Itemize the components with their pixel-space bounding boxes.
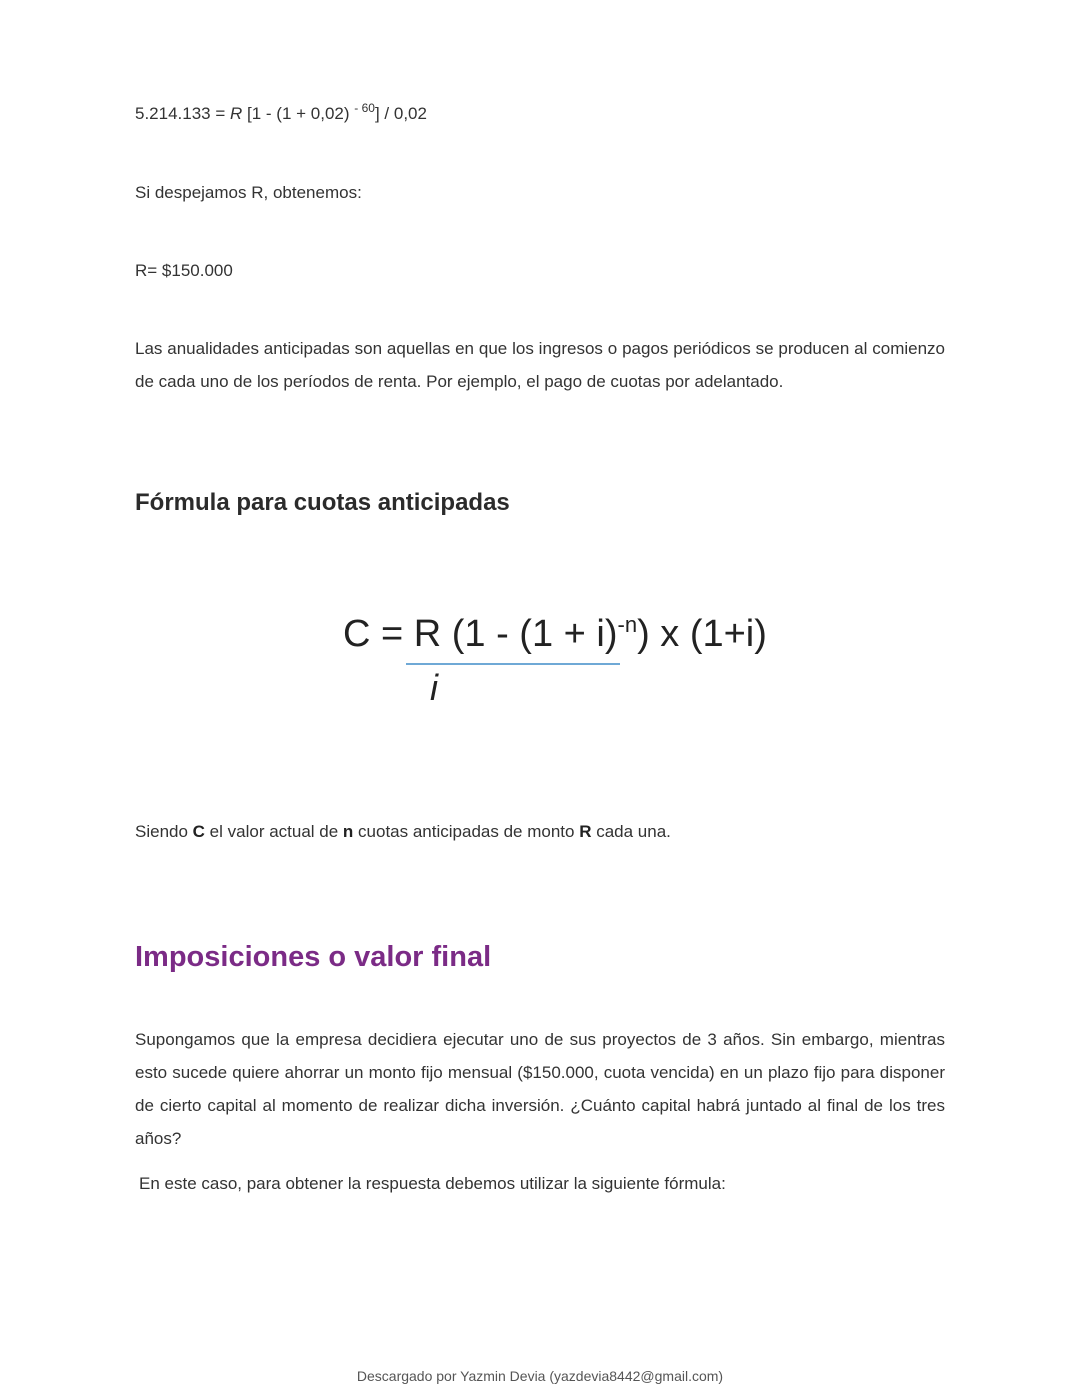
siendo-p1: Siendo bbox=[135, 822, 193, 841]
formula-denominator: i bbox=[430, 667, 438, 708]
heading-imposiciones: Imposiciones o valor final bbox=[135, 941, 492, 973]
formula-exponent: -n bbox=[617, 612, 638, 637]
result-line: R= $150.000 bbox=[135, 261, 233, 280]
siendo-r: R bbox=[579, 822, 592, 841]
siendo-n: n bbox=[342, 822, 354, 841]
paragraph-siendo bbox=[135, 815, 671, 848]
heading-formula-cuotas: Fórmula para cuotas anticipadas bbox=[135, 489, 510, 516]
siendo-c: C bbox=[192, 822, 205, 841]
paragraph-caso: En este caso, para obtener la respuesta debemos utilizar la siguiente fórmula: bbox=[139, 1174, 726, 1193]
paragraph-despejamos: Si despejamos R, obtenemos: bbox=[135, 183, 362, 202]
equation-lhs: 5.214.133 = bbox=[135, 104, 231, 123]
equation-middle: [1 - (1 + 0,02) bbox=[242, 104, 355, 123]
formula-fraction-bar bbox=[406, 663, 620, 665]
siendo-p3: cuotas anticipadas de monto bbox=[353, 822, 580, 841]
siendo-p4: cada una. bbox=[591, 822, 671, 841]
siendo-p2: el valor actual de bbox=[204, 822, 343, 841]
formula-numerator bbox=[343, 610, 767, 658]
download-footer: Descargado por Yazmin Devia (yazdevia8442@gmail.com) bbox=[356, 1368, 724, 1384]
equation-exponent: - 60 bbox=[354, 101, 375, 115]
paragraph-anticipadas: Las anualidades anticipadas son aquellas en que los ingresos o pagos periódicos se producen al comienzo de cada uno de los períodos de renta. Por ejemplo, el pago de cuotas por adelantado. bbox=[135, 339, 945, 391]
formula-main-text: C = R (1 - (1 + i) bbox=[343, 613, 618, 655]
equation-tail: ] / 0,02 bbox=[374, 104, 427, 123]
equation-line bbox=[135, 100, 427, 128]
equation-r: R bbox=[230, 104, 243, 123]
formula-close-text: ) x (1+i) bbox=[637, 613, 767, 655]
paragraph-supongamos: Supongamos que la empresa decidiera ejecutar uno de sus proyectos de 3 años. Sin embargo, mientras esto sucede quiere ahorrar un monto fijo mensual ($150.000, cuota vencida) en un plazo fijo para disponer de cierto capital al momento de realizar dicha inversión. ¿Cuánto capital habrá juntado al final de los tres años? bbox=[135, 1030, 945, 1148]
